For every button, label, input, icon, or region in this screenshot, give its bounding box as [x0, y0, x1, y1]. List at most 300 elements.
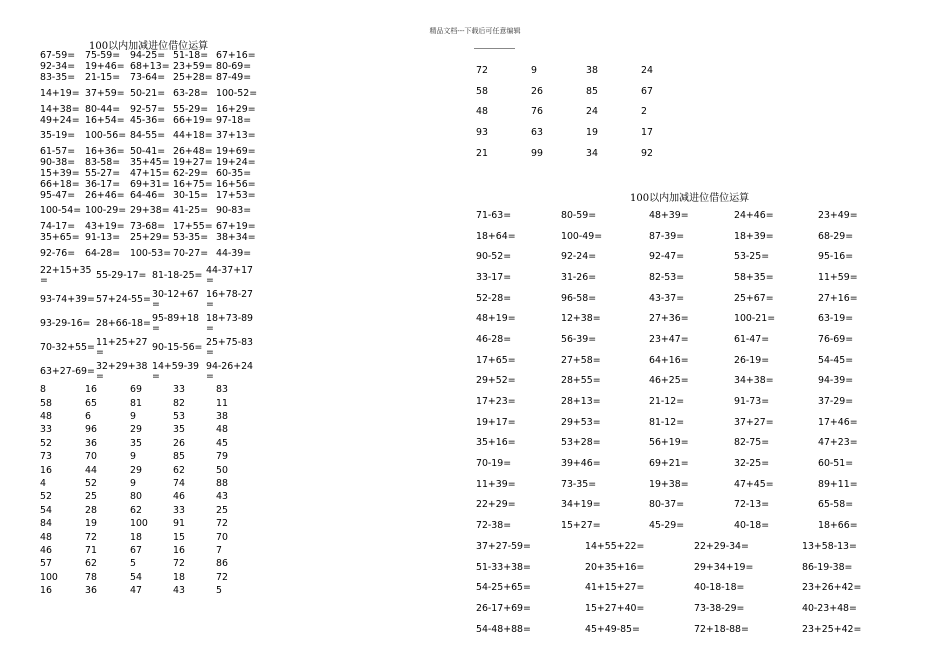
exercise-item: 92-24=: [561, 251, 597, 263]
exercise-item: 72-13=: [734, 499, 770, 511]
answer-item: 58: [476, 85, 488, 97]
answer-item: 72: [476, 64, 488, 76]
exercise-row: [476, 288, 878, 309]
exercise-row: [476, 433, 878, 454]
exercise-row-3term: [39, 288, 258, 312]
exercise-item: 26-17+69=: [476, 602, 531, 614]
exercise-item: 15+39=: [40, 168, 80, 179]
exercise-item: 70-19=: [476, 458, 512, 470]
answer-item: 2: [641, 106, 647, 118]
exercise-item: 37-29=: [818, 396, 854, 408]
answer-item: 81: [130, 398, 142, 409]
exercise-item: 34+38=: [734, 375, 774, 387]
exercise-item: 14+19=: [40, 88, 80, 99]
answer-item: 43: [216, 492, 228, 503]
answer-item: 18: [130, 532, 142, 543]
exercise-item: 28+55=: [561, 375, 601, 387]
exercise-item: 32+29+38=: [96, 361, 148, 382]
exercise-item: 83-35=: [40, 72, 76, 83]
exercise-row: [476, 495, 878, 516]
answer-item: 16: [40, 586, 52, 597]
exercise-row: [39, 190, 258, 201]
exercise-item: 27+16=: [818, 292, 858, 304]
exercise-item: 55-29=: [173, 104, 209, 115]
exercise-item: 94-39=: [818, 375, 854, 387]
exercise-item: 63-28=: [173, 88, 209, 99]
exercise-item: 14+38=: [40, 104, 80, 115]
exercise-row-3term: [476, 619, 878, 640]
answer-item: 19: [586, 126, 598, 138]
exercise-item: 49+24=: [40, 115, 80, 126]
answer-item: 52: [40, 492, 52, 503]
answer-item: 83: [216, 385, 228, 396]
answer-item: 79: [216, 452, 228, 463]
exercise-item: 48+19=: [476, 313, 516, 325]
exercise-item: 73-38-29=: [694, 602, 745, 614]
answer-item: 72: [216, 519, 228, 530]
exercise-item: 16+75=: [173, 179, 213, 190]
exercise-item: 73-68=: [130, 222, 166, 233]
answer-item: 67: [641, 85, 653, 97]
exercise-item: 44-39=: [216, 249, 252, 260]
exercise-item: 51-33+38=: [476, 561, 531, 573]
answer-row: [39, 437, 258, 450]
answer-row: [39, 464, 258, 477]
exercise-item: 54-45=: [818, 354, 854, 366]
exercise-item: 90-15-56=: [152, 342, 203, 353]
exercise-item: 55-27=: [85, 168, 121, 179]
answer-item: 92: [641, 147, 653, 159]
answer-item: 74: [173, 478, 185, 489]
answer-item: 25: [216, 505, 228, 516]
exercise-item: 41-25=: [173, 206, 209, 217]
answer-row: [476, 122, 701, 143]
answer-item: 62: [85, 559, 97, 570]
exercise-item: 11+25+27=: [96, 337, 148, 358]
exercise-row: [39, 233, 258, 244]
exercise-item: 16+36=: [85, 147, 125, 158]
exercise-item: 19+46=: [85, 62, 125, 73]
exercise-item: 46+25=: [649, 375, 689, 387]
exercise-item: 82-75=: [734, 437, 770, 449]
exercise-row: [39, 115, 258, 126]
exercise-item: 90-52=: [476, 251, 512, 263]
exercise-item: 84-55=: [130, 131, 166, 142]
exercise-item: 40-18-18=: [694, 582, 745, 594]
exercise-item: 51-18=: [173, 51, 209, 62]
answer-item: 88: [216, 478, 228, 489]
exercise-item: 69+21=: [649, 458, 689, 470]
answer-item: 7: [216, 545, 222, 556]
exercise-item: 80-69=: [216, 62, 252, 73]
answer-item: 36: [85, 438, 97, 449]
exercise-item: 95-16=: [818, 251, 854, 263]
exercise-item: 35+16=: [476, 437, 516, 449]
answer-item: 67: [130, 545, 142, 556]
exercise-item: 92-76=: [40, 249, 76, 260]
exercise-item: 35-19=: [40, 131, 76, 142]
exercise-item: 52-28=: [476, 292, 512, 304]
answer-item: 4: [40, 478, 46, 489]
exercise-item: 36-17=: [85, 179, 121, 190]
answer-item: 5: [130, 559, 136, 570]
answer-item: 26: [173, 438, 185, 449]
answer-row: [39, 451, 258, 464]
exercise-item: 58+35=: [734, 271, 774, 283]
answer-item: 38: [216, 412, 228, 423]
answer-item: 36: [85, 586, 97, 597]
exercise-item: 30-12+67=: [152, 290, 200, 311]
answer-row: [39, 517, 258, 530]
exercise-item: 22+29=: [476, 499, 516, 511]
exercise-item: 17+23=: [476, 396, 516, 408]
exercise-item: 40-18=: [734, 520, 770, 532]
answer-item: 9: [130, 412, 136, 423]
exercise-row-3term: [39, 360, 258, 384]
exercise-item: 100-53=: [130, 249, 172, 260]
exercise-row: [476, 391, 878, 412]
exercise-item: 94-26+24=: [206, 361, 254, 382]
exercise-item: 73-35=: [561, 478, 597, 490]
exercise-item: 57+24-55=: [96, 295, 151, 306]
exercise-item: 67-59=: [40, 51, 76, 62]
exercise-item: 90-83=: [216, 206, 252, 217]
exercise-row: [39, 169, 258, 180]
exercise-row: [39, 222, 258, 233]
exercise-item: 50-41=: [130, 147, 166, 158]
exercise-item: 69+31=: [130, 179, 170, 190]
answer-item: 100: [40, 572, 58, 583]
answer-item: 62: [173, 465, 185, 476]
answer-item: 16: [173, 545, 185, 556]
exercise-item: 18+66=: [818, 520, 858, 532]
exercise-item: 53-35=: [173, 233, 209, 244]
exercise-item: 68+13=: [130, 62, 170, 73]
exercise-item: 27+58=: [561, 354, 601, 366]
exercise-item: 18+64=: [476, 230, 516, 242]
exercise-item: 80-44=: [85, 104, 121, 115]
answer-item: 54: [40, 505, 52, 516]
answer-item: 26: [531, 85, 543, 97]
answer-item: 15: [173, 532, 185, 543]
exercise-item: 15+27=: [561, 520, 601, 532]
exercise-item: 97-18=: [216, 115, 252, 126]
exercise-item: 72+18-88=: [694, 623, 749, 635]
answer-item: 16: [40, 465, 52, 476]
exercise-item: 67+19=: [216, 222, 256, 233]
answer-item: 9: [531, 64, 537, 76]
answer-item: 17: [641, 126, 653, 138]
right-answer-grid: [476, 60, 701, 163]
exercise-item: 63-19=: [818, 313, 854, 325]
answer-item: 63: [531, 126, 543, 138]
exercise-row: [39, 201, 258, 222]
exercise-item: 95-89+18=: [152, 314, 200, 335]
exercise-item: 18+73-89=: [206, 314, 254, 335]
exercise-item: 12+38=: [561, 313, 601, 325]
exercise-item: 70-32+55=: [40, 342, 95, 353]
exercise-row: [39, 62, 258, 73]
exercise-item: 63+27-69=: [40, 366, 95, 377]
exercise-item: 13+58-13=: [802, 540, 857, 552]
exercise-item: 25+28=: [173, 72, 213, 83]
exercise-item: 23+25+42=: [802, 623, 862, 635]
exercise-item: 86-19-38=: [802, 561, 853, 573]
exercise-row: [39, 51, 258, 62]
exercise-row: [39, 104, 258, 115]
exercise-item: 28+13=: [561, 396, 601, 408]
exercise-item: 19+27=: [173, 158, 213, 169]
exercise-item: 54-48+88=: [476, 623, 531, 635]
answer-item: 52: [40, 438, 52, 449]
exercise-item: 89+11=: [818, 478, 858, 490]
exercise-item: 14+55+22=: [585, 540, 645, 552]
exercise-item: 80-37=: [649, 499, 685, 511]
exercise-row: [476, 308, 878, 329]
exercise-item: 17+46=: [818, 416, 858, 428]
exercise-item: 35+45=: [130, 158, 170, 169]
exercise-item: 73-64=: [130, 72, 166, 83]
exercise-item: 100-21=: [734, 313, 776, 325]
answer-row: [39, 544, 258, 557]
exercise-item: 22+15+35=: [40, 266, 92, 287]
exercise-item: 20+35+16=: [585, 561, 645, 573]
answer-item: 8: [40, 385, 46, 396]
answer-item: 28: [85, 505, 97, 516]
exercise-item: 70-27=: [173, 249, 209, 260]
exercise-item: 48+39=: [649, 209, 689, 221]
exercise-item: 47+15=: [130, 168, 170, 179]
exercise-item: 17+53=: [216, 190, 256, 201]
exercise-row: [476, 474, 878, 495]
answer-item: 46: [173, 492, 185, 503]
exercise-item: 93-74+39=: [40, 295, 95, 306]
answer-item: 34: [586, 147, 598, 159]
answer-item: 93: [476, 126, 488, 138]
answer-row: [39, 531, 258, 544]
exercise-item: 83-58=: [85, 158, 121, 169]
exercise-item: 19+17=: [476, 416, 516, 428]
answer-item: 48: [40, 532, 52, 543]
exercise-item: 23+59=: [173, 62, 213, 73]
exercise-item: 29+38=: [130, 206, 170, 217]
exercise-item: 14+59-39=: [152, 361, 200, 382]
answer-row: [476, 81, 701, 102]
exercise-item: 92-34=: [40, 62, 76, 73]
exercise-row-3term: [39, 265, 258, 289]
exercise-row: [476, 371, 878, 392]
exercise-item: 93-29-16=: [40, 319, 91, 330]
answer-row: [476, 101, 701, 122]
exercise-item: 37+27-59=: [476, 540, 531, 552]
answer-item: 65: [85, 398, 97, 409]
exercise-item: 23+47=: [649, 333, 689, 345]
exercise-item: 66+18=: [40, 179, 80, 190]
exercise-item: 92-57=: [130, 104, 166, 115]
exercise-item: 45+49-85=: [585, 623, 640, 635]
answer-item: 5: [216, 586, 222, 597]
exercise-item: 25+67=: [734, 292, 774, 304]
exercise-item: 22+29-34=: [694, 540, 749, 552]
answer-item: 72: [173, 559, 185, 570]
exercise-item: 90-38=: [40, 158, 76, 169]
exercise-item: 16+29=: [216, 104, 256, 115]
exercise-item: 53-25=: [734, 251, 770, 263]
answer-item: 85: [586, 85, 598, 97]
exercise-item: 96-58=: [561, 292, 597, 304]
exercise-item: 81-12=: [649, 416, 685, 428]
exercise-item: 38+34=: [216, 233, 256, 244]
exercise-item: 28+66-18=: [96, 319, 151, 330]
exercise-item: 44-37+17=: [206, 266, 254, 287]
exercise-row: [476, 329, 878, 350]
exercise-item: 16+56=: [216, 179, 256, 190]
exercise-row: [476, 267, 878, 288]
exercise-item: 74-17=: [40, 222, 76, 233]
answer-item: 69: [130, 385, 142, 396]
answer-item: 58: [40, 398, 52, 409]
exercise-item: 100-52=: [216, 88, 258, 99]
answer-item: 33: [173, 505, 185, 516]
answer-item: 100: [130, 519, 148, 530]
exercise-item: 18+39=: [734, 230, 774, 242]
answer-item: 35: [130, 438, 142, 449]
exercise-item: 26-19=: [734, 354, 770, 366]
exercise-item: 37+13=: [216, 131, 256, 142]
exercise-item: 34+19=: [561, 499, 601, 511]
exercise-item: 87-49=: [216, 72, 252, 83]
answer-item: 80: [130, 492, 142, 503]
exercise-item: 25+75-83=: [206, 337, 254, 358]
exercise-item: 23+26+42=: [802, 582, 862, 594]
answer-item: 21: [476, 147, 488, 159]
exercise-item: 54-25+65=: [476, 582, 531, 594]
answer-row: [39, 477, 258, 490]
exercise-item: 50-21=: [130, 88, 166, 99]
exercise-item: 47+23=: [818, 437, 858, 449]
exercise-row-3term: [476, 557, 878, 578]
answer-item: 53: [173, 412, 185, 423]
exercise-item: 29+34+19=: [694, 561, 754, 573]
answer-item: 50: [216, 465, 228, 476]
exercise-item: 45-29=: [649, 520, 685, 532]
answer-item: 24: [586, 106, 598, 118]
exercise-item: 19+69=: [216, 147, 256, 158]
answer-item: 44: [85, 465, 97, 476]
exercise-row: [476, 205, 878, 226]
answer-item: 24: [641, 64, 653, 76]
answer-row: [476, 60, 701, 81]
exercise-row: [476, 453, 878, 474]
exercise-item: 15+27+40=: [585, 602, 645, 614]
exercise-item: 30-15=: [173, 190, 209, 201]
answer-row: [39, 397, 258, 410]
answer-item: 86: [216, 559, 228, 570]
exercise-item: 71-63=: [476, 209, 512, 221]
exercise-item: 21-12=: [649, 396, 685, 408]
answer-item: 52: [85, 478, 97, 489]
answer-item: 57: [40, 559, 52, 570]
exercise-item: 35+65=: [40, 233, 80, 244]
exercise-item: 21-15=: [85, 72, 121, 83]
exercise-item: 31-26=: [561, 271, 597, 283]
exercise-item: 11+59=: [818, 271, 858, 283]
exercise-item: 100-49=: [561, 230, 603, 242]
exercise-item: 43-37=: [649, 292, 685, 304]
answer-item: 43: [173, 586, 185, 597]
exercise-item: 19+38=: [649, 478, 689, 490]
left-title: 100以内加减进位借位运算: [89, 41, 209, 52]
exercise-item: 37+59=: [85, 88, 125, 99]
exercise-item: 66+19=: [173, 115, 213, 126]
page-header: 精品文档---下载后可任意编辑: [429, 27, 521, 35]
exercise-item: 81-18-25=: [152, 271, 203, 282]
answer-row: [39, 491, 258, 504]
answer-item: 48: [40, 412, 52, 423]
answer-item: 62: [130, 505, 142, 516]
exercise-row: [39, 158, 258, 169]
exercise-item: 94-25=: [130, 51, 166, 62]
exercise-row: [476, 350, 878, 371]
exercise-item: 100-54=: [40, 206, 82, 217]
answer-item: 78: [85, 572, 97, 583]
answer-item: 47: [130, 586, 142, 597]
exercise-item: 11+39=: [476, 478, 516, 490]
header-divider: [474, 48, 515, 49]
exercise-row-3term: [476, 577, 878, 598]
exercise-item: 29+52=: [476, 375, 516, 387]
exercise-item: 95-47=: [40, 190, 76, 201]
answer-item: 71: [85, 545, 97, 556]
exercise-item: 64-46=: [130, 190, 166, 201]
answer-row: [39, 584, 258, 597]
answer-item: 96: [85, 425, 97, 436]
exercise-item: 67+16=: [216, 51, 256, 62]
exercise-item: 41+15+27=: [585, 582, 645, 594]
answer-item: 72: [85, 532, 97, 543]
exercise-item: 46-28=: [476, 333, 512, 345]
answer-item: 48: [476, 106, 488, 118]
exercise-item: 53+28=: [561, 437, 601, 449]
exercise-item: 91-13=: [85, 233, 121, 244]
answer-item: 33: [40, 425, 52, 436]
exercise-item: 65-58=: [818, 499, 854, 511]
exercise-row: [39, 73, 258, 84]
exercise-item: 55-29-17=: [96, 271, 147, 282]
answer-item: 70: [216, 532, 228, 543]
exercise-row-3term: [476, 598, 878, 619]
exercise-item: 62-29=: [173, 168, 209, 179]
exercise-item: 87-39=: [649, 230, 685, 242]
exercise-item: 61-47=: [734, 333, 770, 345]
exercise-item: 82-53=: [649, 271, 685, 283]
answer-item: 29: [130, 425, 142, 436]
exercise-item: 19+24=: [216, 158, 256, 169]
exercise-row: [476, 515, 878, 536]
answer-item: 84: [40, 519, 52, 530]
answer-item: 72: [216, 572, 228, 583]
exercise-row: [39, 126, 258, 147]
exercise-item: 17+55=: [173, 222, 213, 233]
answer-item: 73: [40, 452, 52, 463]
exercise-item: 16+54=: [85, 115, 125, 126]
exercise-item: 32-25=: [734, 458, 770, 470]
exercise-item: 64-28=: [85, 249, 121, 260]
exercise-item: 44+18=: [173, 131, 213, 142]
exercise-item: 60-51=: [818, 458, 854, 470]
exercise-item: 56+19=: [649, 437, 689, 449]
exercise-item: 75-59=: [85, 51, 121, 62]
